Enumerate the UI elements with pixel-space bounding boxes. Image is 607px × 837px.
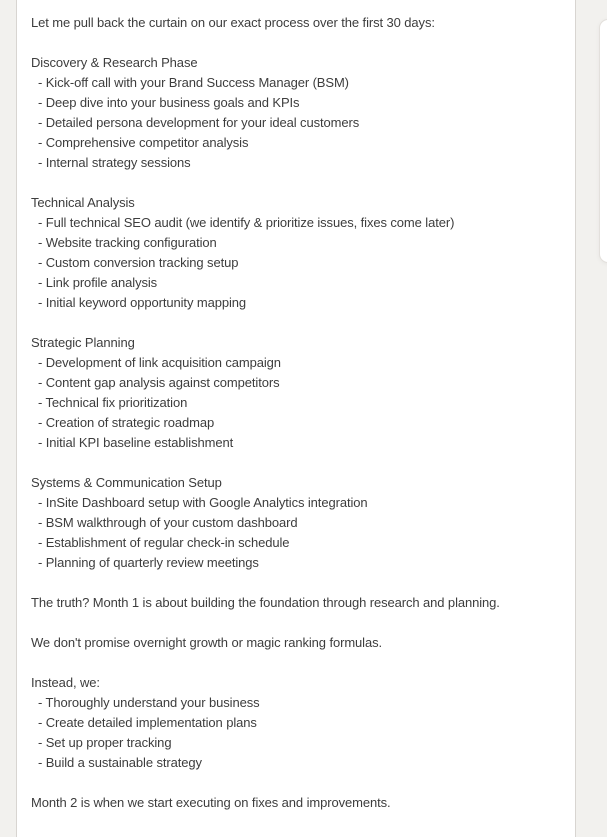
list-item: - Link profile analysis xyxy=(38,275,158,290)
message-section xyxy=(31,193,565,313)
section-heading: Strategic Planning xyxy=(31,335,135,350)
list-item: - Establishment of regular check-in schedule xyxy=(38,535,290,550)
message-paragraph xyxy=(31,13,565,33)
message-section xyxy=(31,333,565,453)
list-item: - Detailed persona development for your ideal customers xyxy=(38,115,360,130)
list-item: - Content gap analysis against competitors xyxy=(38,375,280,390)
list-item: - Kick-off call with your Brand Success Manager (BSM) xyxy=(38,75,349,90)
section-heading: Instead, we: xyxy=(31,675,100,690)
clipped-side-card[interactable] xyxy=(599,19,607,263)
list-item: - Planning of quarterly review meetings xyxy=(38,555,259,570)
message-section xyxy=(31,673,565,773)
list-item: - Custom conversion tracking setup xyxy=(38,255,239,270)
list-item: - Creation of strategic roadmap xyxy=(38,415,215,430)
list-item: - Initial KPI baseline establishment xyxy=(38,435,234,450)
list-item: - Initial keyword opportunity mapping xyxy=(38,295,247,310)
message-paragraph xyxy=(31,593,565,613)
message-paragraph xyxy=(31,633,565,653)
list-item: - Full technical SEO audit (we identify & prioritize issues, fixes come later) xyxy=(38,215,455,230)
list-item: - Deep dive into your business goals and KPIs xyxy=(38,95,300,110)
paragraph-line: The truth? Month 1 is about building the foundation through research and planning. xyxy=(31,595,500,610)
list-item: - Thoroughly understand your business xyxy=(38,695,260,710)
section-heading: Systems & Communication Setup xyxy=(31,475,222,490)
message-paragraph xyxy=(31,793,565,813)
message-section xyxy=(31,53,565,173)
list-item: - Internal strategy sessions xyxy=(38,155,191,170)
message-section xyxy=(31,473,565,573)
message-body xyxy=(31,13,565,813)
list-item: - Create detailed implementation plans xyxy=(38,715,257,730)
section-heading: Discovery & Research Phase xyxy=(31,55,198,70)
paragraph-line: We don't promise overnight growth or magic ranking formulas. xyxy=(31,635,383,650)
list-item: - Build a sustainable strategy xyxy=(38,755,202,770)
list-item: - Comprehensive competitor analysis xyxy=(38,135,249,150)
list-item: - Website tracking configuration xyxy=(38,235,217,250)
left-background-gutter xyxy=(0,0,17,837)
section-heading: Technical Analysis xyxy=(31,195,135,210)
list-item: - InSite Dashboard setup with Google Analytics integration xyxy=(38,495,368,510)
paragraph-line: Let me pull back the curtain on our exact process over the first 30 days: xyxy=(31,15,435,30)
list-item: - BSM walkthrough of your custom dashboard xyxy=(38,515,298,530)
list-item: - Set up proper tracking xyxy=(38,735,172,750)
paragraph-line: Month 2 is when we start executing on fixes and improvements. xyxy=(31,795,391,810)
list-item: - Technical fix prioritization xyxy=(38,395,188,410)
list-item: - Development of link acquisition campaign xyxy=(38,355,281,370)
message-content-panel xyxy=(18,0,575,837)
